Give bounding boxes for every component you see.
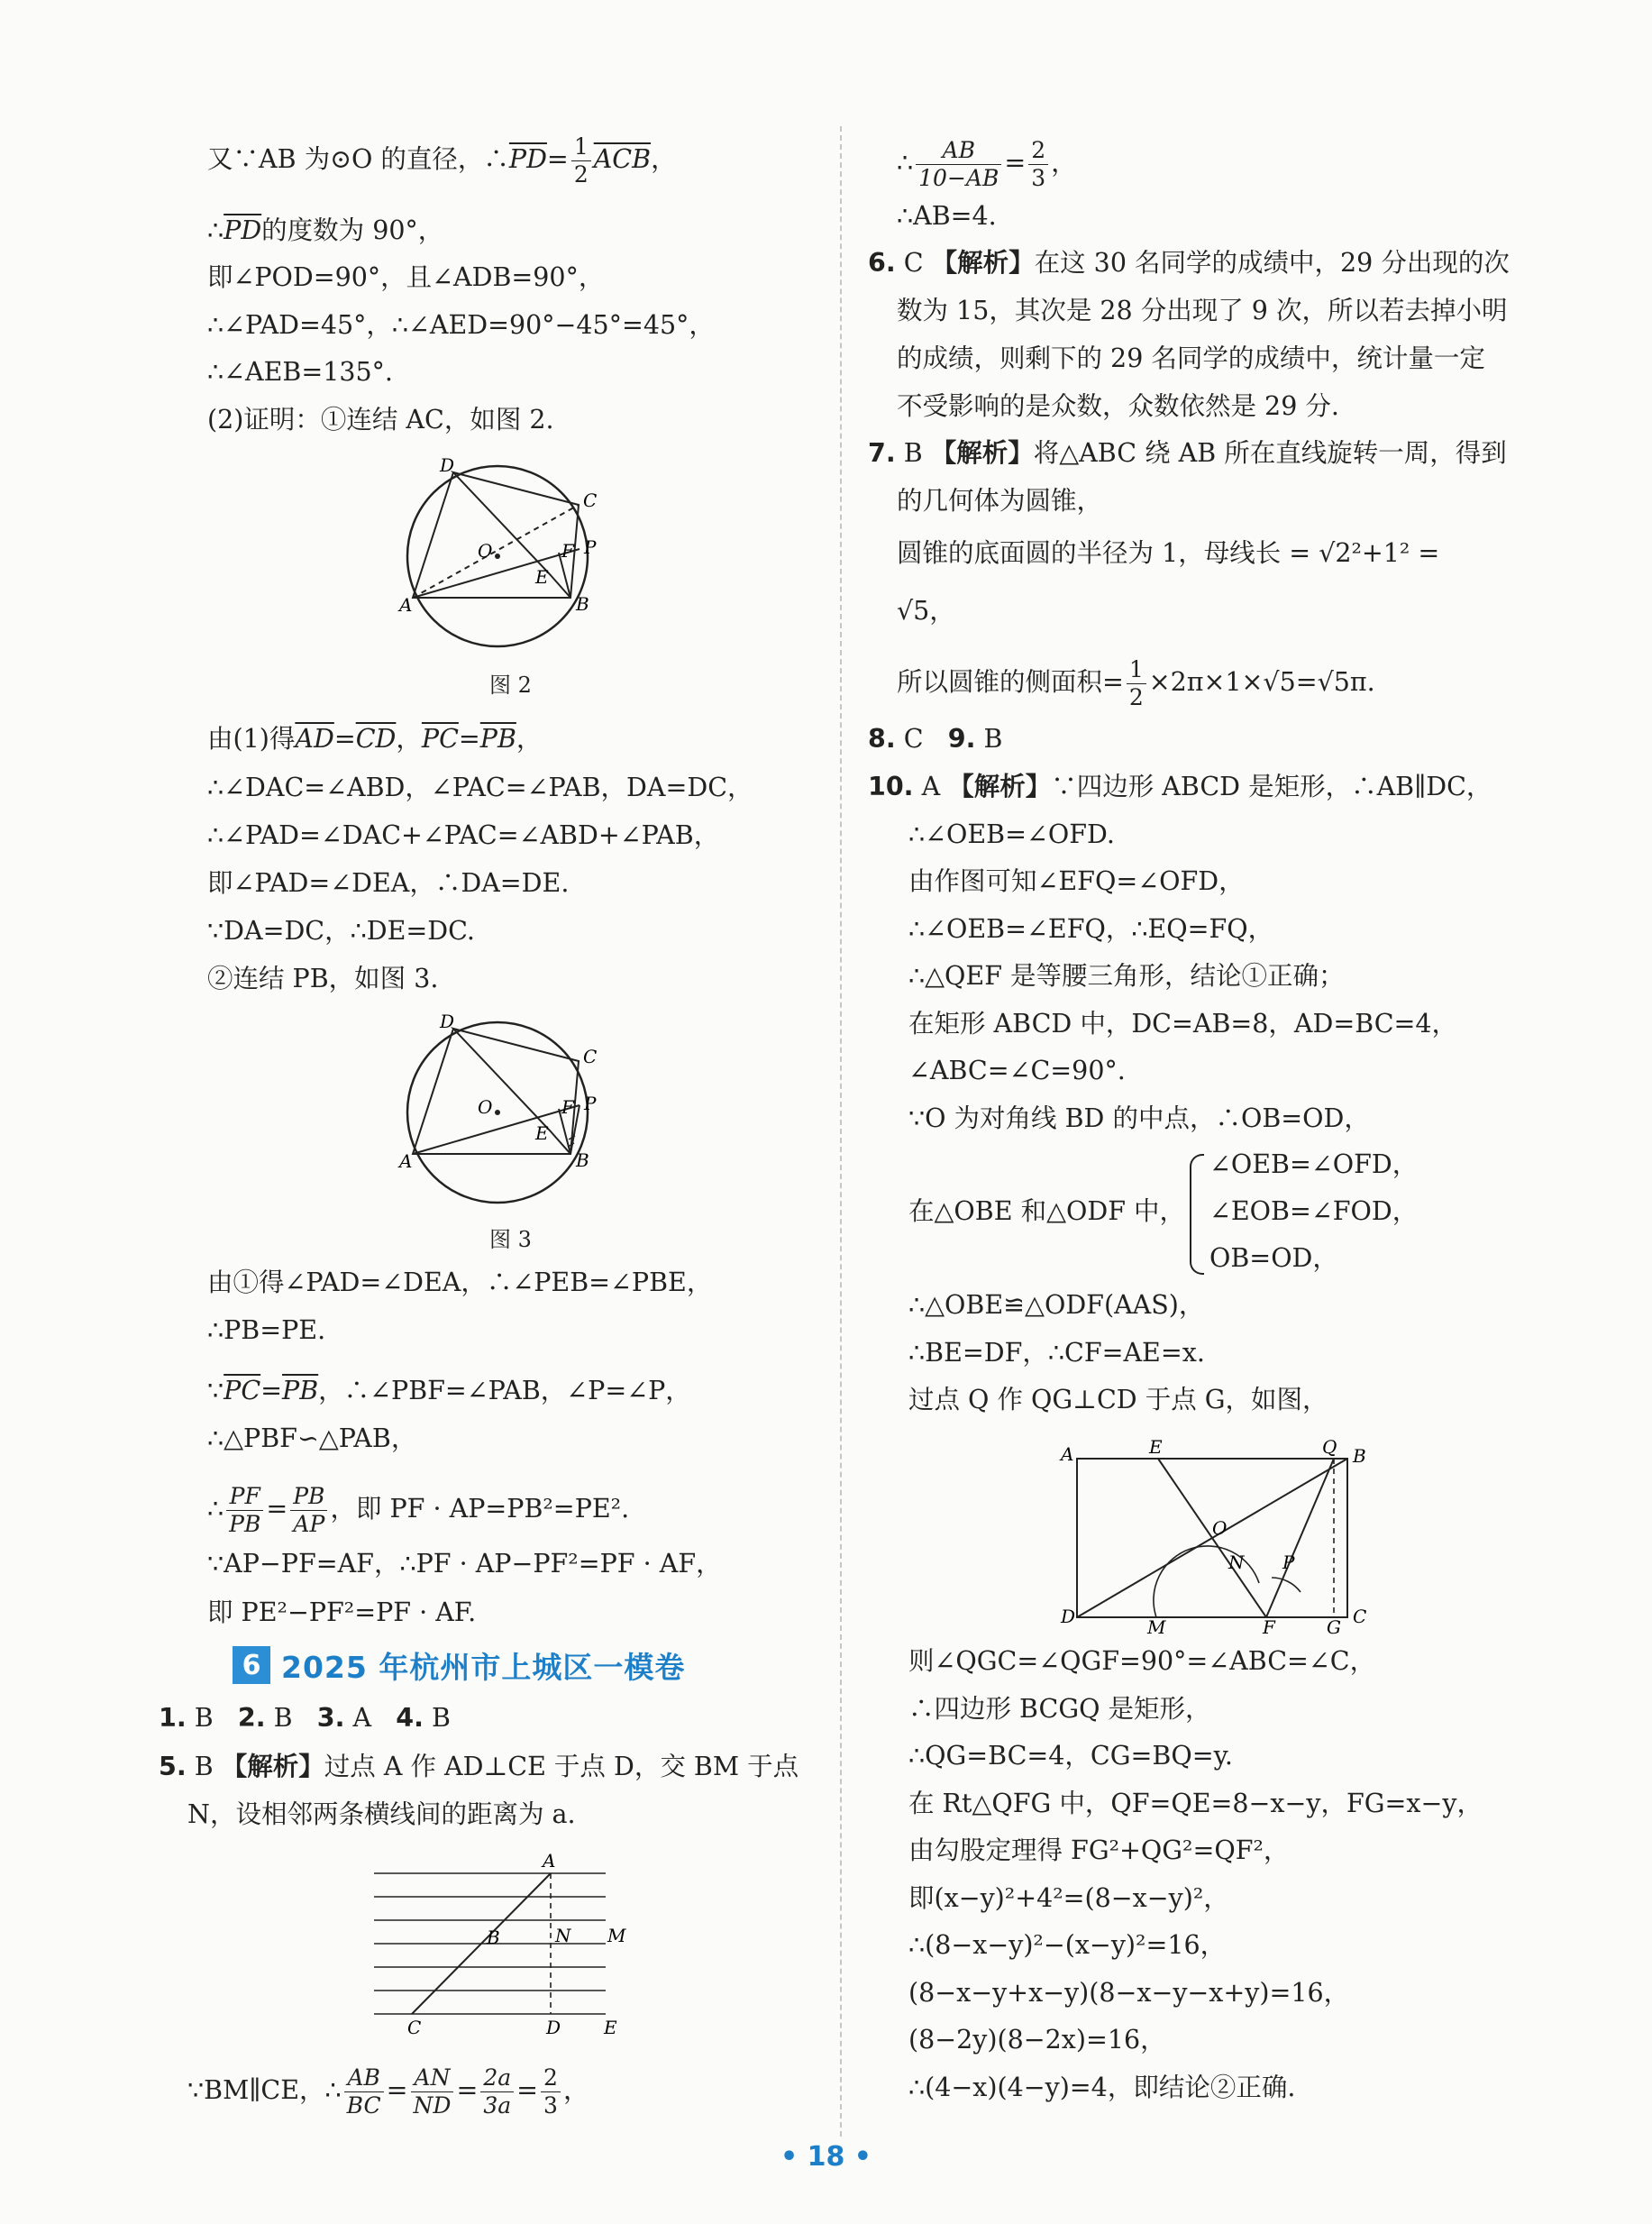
- line: 过点 Q 作 QG⊥CD 于点 G，如图，: [908, 1385, 1328, 1414]
- line: 即 PE²−PF²=PF · AF.: [207, 1597, 477, 1627]
- figure-q5: [361, 1850, 631, 2035]
- label-c: C: [1353, 1606, 1367, 1627]
- label-p: P: [584, 1093, 597, 1114]
- line: 所以圆锥的侧面积= $\frac{1}{2}$ ×2π×1×√5=√5π.: [897, 656, 1375, 710]
- label-a: A: [399, 594, 413, 616]
- label-a: A: [1061, 1443, 1074, 1465]
- label-f: F: [561, 1096, 574, 1118]
- label-g: G: [1327, 1616, 1341, 1636]
- line: ∴∠PAD=∠DAC+∠PAC=∠ABD+∠PAB，: [207, 820, 720, 850]
- line: 又∵AB 为⊙O 的直径，$\therefore\overline{PD}=$ $\frac{1}{2}$ $\overline{ACB}$，: [207, 133, 677, 188]
- line: (8−x−y+x−y)(8−x−y−x+y)=16，: [908, 1978, 1350, 2008]
- label-o: O: [478, 540, 493, 562]
- line: 在矩形 ABCD 中，DC=AB=8，AD=BC=4，: [908, 1009, 1458, 1039]
- line: 即∠POD=90°，且∠ADB=90°，: [207, 262, 605, 292]
- line: 由①得∠PAD=∠DEA，∴∠PEB=∠PBE，: [207, 1268, 713, 1297]
- line: N，设相邻两条横线间的距离为 a.: [187, 1799, 576, 1829]
- line: ∴∠OEB=∠OFD.: [908, 819, 1115, 849]
- section-banner: [233, 1643, 685, 1688]
- line: 的成绩，则剩下的 29 名同学的成绩中，统计量一定: [897, 343, 1485, 373]
- label-a: A: [543, 1850, 556, 1872]
- line: 即(x−y)²+4²=(8−x−y)²，: [908, 1883, 1229, 1913]
- sqrt-expression: √2²+1²: [1319, 538, 1410, 568]
- line: ∴QG=BC=4，CG=BQ=y.: [908, 1741, 1233, 1771]
- line: ∴PB=PE.: [207, 1315, 326, 1345]
- line: ∴AB=4.: [897, 201, 997, 231]
- line: ∵AP−PF=AF，∴PF · AP−PF²=PF · AF，: [207, 1549, 722, 1579]
- line: 在 Rt△QFG 中，QF=QE=8−x−y，FG=x−y，: [908, 1789, 1483, 1818]
- arc-acb: $\overline{ACB}$: [593, 144, 652, 174]
- label-c: C: [583, 490, 598, 511]
- fraction: $\frac{2a}{3a}$: [480, 2064, 514, 2119]
- line: 6. C 【解析】在这 30 名同学的成绩中，29 分出现的次: [868, 248, 1510, 278]
- section-number: 6: [233, 1646, 270, 1684]
- line: ②连结 PB，如图 3.: [207, 964, 439, 993]
- line: 的几何体为圆锥，: [897, 486, 1103, 516]
- arc-pc: $\overline{PC}$: [421, 724, 459, 754]
- label-b: B: [576, 593, 589, 615]
- arc-cd: $\overline{CD}$: [355, 724, 397, 754]
- line: 数为 15，其次是 28 分出现了 9 次，所以若去掉小明: [897, 296, 1508, 325]
- line: 由勾股定理得 FG²+QG²=QF²，: [908, 1835, 1290, 1865]
- fraction: $\frac{2}{3}$: [1028, 137, 1048, 192]
- line: ∴BE=DF，∴CF=AE=x.: [908, 1338, 1205, 1368]
- line: ∵DA=DC，∴DE=DC.: [207, 916, 475, 946]
- label-q: Q: [1322, 1436, 1337, 1458]
- column-divider: [840, 126, 842, 2137]
- line: 即∠PAD=∠DEA，∴DA=DE.: [207, 868, 570, 898]
- label-n: N: [1228, 1551, 1245, 1573]
- label-d: D: [440, 455, 455, 476]
- condition: ∠EOB=∠FOD，: [1209, 1196, 1419, 1226]
- figure-caption: 图 3: [489, 1227, 532, 1252]
- condition: OB=OD，: [1209, 1243, 1338, 1273]
- label-a: A: [399, 1150, 413, 1172]
- figure-2: [397, 455, 613, 658]
- line: ∴(4−x)(4−y)=4，即结论②正确.: [908, 2073, 1296, 2102]
- section-title: 2025 年杭州市上城区一模卷: [281, 1649, 686, 1685]
- label-e: E: [535, 566, 549, 588]
- fraction: $\frac{PB}{AP}$: [290, 1483, 327, 1538]
- line: 10. A 【解析】∵四边形 ABCD 是矩形，∴AB∥DC，: [868, 772, 1492, 801]
- line: ∴△PBF∽△PAB，: [207, 1423, 417, 1453]
- condition: ∠OEB=∠OFD，: [1209, 1149, 1419, 1179]
- answer-row: 8. C 9. B: [868, 724, 1003, 754]
- label-d: D: [440, 1011, 455, 1032]
- figure-caption: 图 2: [489, 673, 532, 698]
- line: 在△OBE 和△ODF 中，: [908, 1196, 1186, 1226]
- label-b: B: [1353, 1445, 1366, 1467]
- label-f: F: [1263, 1616, 1275, 1636]
- label-b: B: [576, 1149, 589, 1171]
- line: 由作图可知∠EFQ=∠OFD，: [908, 866, 1245, 896]
- label-p: P: [584, 536, 597, 558]
- figure-3: [397, 1011, 613, 1214]
- label-p: P: [1282, 1551, 1295, 1573]
- page-number: • 18 •: [780, 2141, 872, 2173]
- arc-pd: $\overline{PD}$: [508, 144, 547, 174]
- label-e: E: [604, 2017, 617, 2035]
- line: ∴ $\frac{PF}{PB}$ = $\frac{PB}{AP}$ ，即 PF · AP=PB²=PE².: [207, 1483, 630, 1537]
- line: ∴△QEF 是等腰三角形，结论①正确；: [908, 961, 1345, 991]
- text: 又∵AB 为⊙O 的直径，∴: [207, 144, 509, 174]
- fraction: $\frac{2}{3}$: [541, 2064, 561, 2119]
- fraction: $\frac{1}{2}$: [571, 133, 591, 188]
- line: ∴∠DAC=∠ABD，∠PAC=∠PAB，DA=DC，: [207, 773, 753, 802]
- label-o: O: [1212, 1517, 1228, 1539]
- fraction: $\frac{AB}{BC}$: [344, 2064, 384, 2119]
- line: (2)证明：①连结 AC，如图 2.: [207, 405, 554, 435]
- brace: [1190, 1154, 1204, 1275]
- label-c: C: [583, 1046, 598, 1067]
- line: 圆锥的底面圆的半径为 1，母线长 = √2²+1² =: [897, 538, 1440, 568]
- line: ∴(8−x−y)²−(x−y)²=16，: [908, 1930, 1227, 1960]
- arc-pb: $\overline{PB}$: [282, 1376, 319, 1405]
- label-c: C: [407, 2017, 422, 2035]
- arc-pc: $\overline{PC}$: [224, 1376, 261, 1405]
- arc-ad: $\overline{AD}$: [295, 724, 334, 754]
- label-e: E: [1149, 1436, 1163, 1458]
- arc-pd: $\overline{PD}$: [224, 215, 262, 245]
- line: $\therefore\overline{PD}$的度数为 90°，: [207, 215, 444, 245]
- line: ∴∠OEB=∠EFQ，∴EQ=FQ，: [908, 914, 1274, 944]
- line: ∵BM∥CE，∴ $\frac{AB}{BC}$ = $\frac{AN}{ND}$ = $\frac{2a}{3a}$ = $\frac{2}{3}$ ，: [187, 2064, 589, 2119]
- arc-pb: $\overline{PB}$: [479, 724, 516, 754]
- line: ∴ $\frac{AB}{10-AB}$ = $\frac{2}{3}$ ，: [897, 137, 1077, 191]
- line: $\because\overline{PC}=\overline{PB}$，∴∠PBF=∠PAB，∠P=∠P，: [207, 1376, 691, 1405]
- line: (8−2y)(8−2x)=16，: [908, 2025, 1166, 2055]
- line: ∠ABC=∠C=90°.: [908, 1056, 1126, 1085]
- line: ∴∠PAD=45°，∴∠AED=90°−45°=45°，: [207, 310, 715, 340]
- line: ∴四边形 BCGQ 是矩形，: [908, 1694, 1211, 1724]
- label-o: O: [478, 1096, 493, 1118]
- label-m: M: [1147, 1616, 1166, 1636]
- fraction: $\frac{AN}{ND}$: [411, 2064, 454, 2119]
- line: 5. B 【解析】过点 A 作 AD⊥CE 于点 D，交 BM 于点: [159, 1752, 799, 1781]
- label-m: M: [607, 1925, 626, 1946]
- label-d: D: [1061, 1606, 1076, 1627]
- answer-row: 1. B 2. B 3. A 4. B: [159, 1703, 451, 1733]
- line: ∴△OBE≌△ODF(AAS)，: [908, 1290, 1205, 1320]
- fraction: $\frac{PF}{PB}$: [226, 1483, 263, 1538]
- label-e: E: [535, 1122, 549, 1144]
- fraction: $\frac{1}{2}$: [1127, 656, 1146, 711]
- text: =: [546, 144, 569, 174]
- line: 由(1)得$\overline{AD}=\overline{CD}$，$\overline{PC}=\overline{PB}$，: [207, 724, 543, 754]
- label-n: N: [555, 1925, 571, 1946]
- line: 则∠QGC=∠QGF=90°=∠ABC=∠C，: [908, 1646, 1376, 1676]
- line: 7. B 【解析】将△ABC 绕 AB 所在直线旋转一周，得到: [868, 438, 1507, 468]
- fraction: $\frac{AB}{10-AB}$: [916, 137, 1001, 192]
- figure-q10: [1059, 1433, 1379, 1636]
- label-b: B: [487, 1927, 500, 1948]
- label-d: D: [546, 2017, 561, 2035]
- line: √5，: [897, 596, 955, 626]
- line: ∵O 为对角线 BD 的中点，∴OB=OD，: [908, 1103, 1370, 1133]
- line: ∴∠AEB=135°.: [207, 357, 393, 387]
- label-f: F: [561, 540, 574, 562]
- line: 不受影响的是众数，众数依然是 29 分.: [897, 391, 1339, 421]
